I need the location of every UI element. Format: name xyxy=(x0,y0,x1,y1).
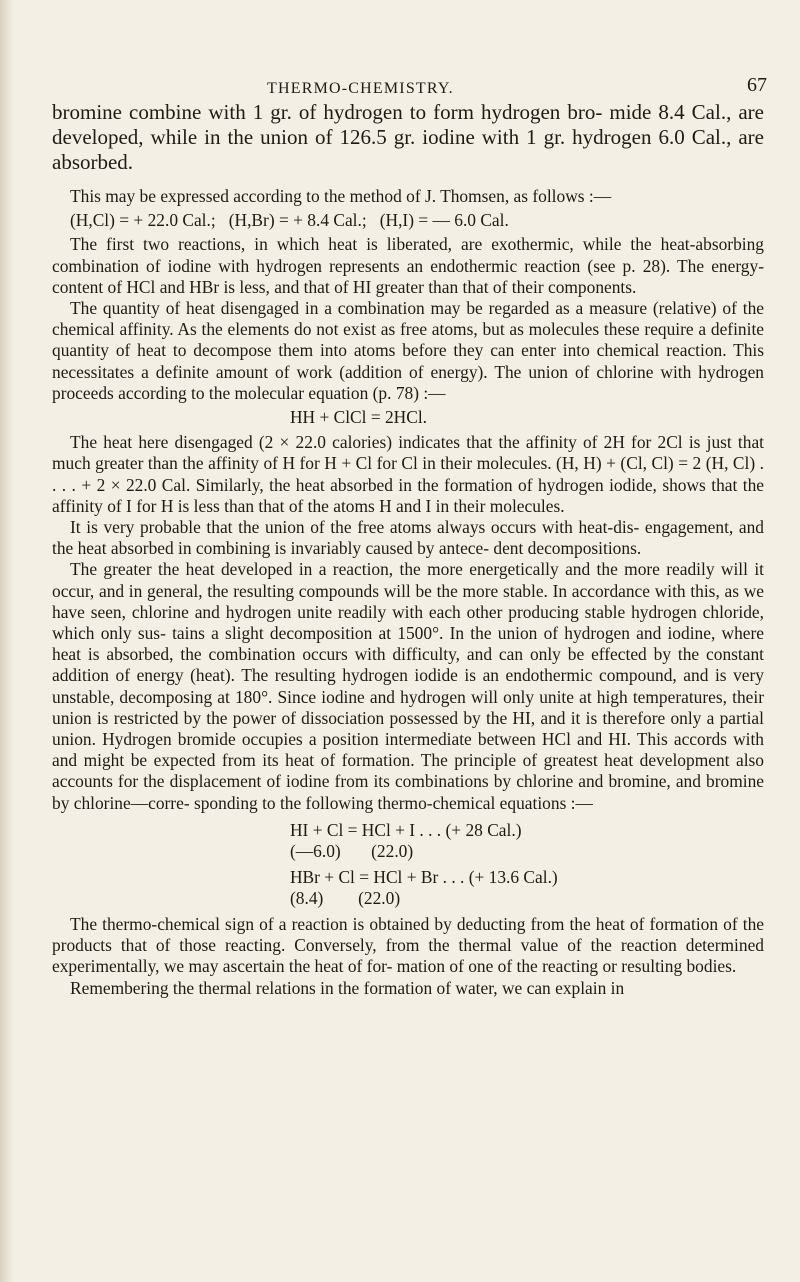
paragraph-thomsen: This may be expressed according to the method of J. Thomsen, as follows :— xyxy=(70,186,612,206)
paragraph-heat-disengaged: The heat here disengaged (2 × 22.0 calories) indicates that the affinity of 2H for 2Cl is just that much greater than the affinity of H for H + Cl for Cl in their molecules. (H, H) + (Cl, Cl) = 2 (H, Cl) . . . . + 2 × 22.0 Cal. Similarly, the heat absorbed in the formation of hydrogen iodide, shows that the affinity of I for H is less than that of the atoms H and I in their molecules. xyxy=(52,432,764,516)
paragraph-thermo-sign: The thermo-chemical sign of a reaction is obtained by deducting from the heat of formation of the products that of those reacting. Conversely, from the thermal value of the reaction determined experimentally, we may ascertain the heat of for- mation of one of the reacting or resulting bodies. xyxy=(52,913,764,977)
paragraph-affinity: The quantity of heat disengaged in a combination may be regarded as a measure (relative) of the chemical affinity. As the elements do not exist as free atoms, but as molecules these require a definite quantity of heat to decompose them into atoms before they can enter into chemical reaction. This necessitates a definite amount of work (addition of energy). The union of chlorine with hydrogen proceeds according to the molecular equation (p. 78) :— xyxy=(52,298,764,403)
running-title: THERMO-CHEMISTRY. xyxy=(267,80,454,97)
page-number: 67 xyxy=(747,74,767,96)
body-text xyxy=(52,186,764,999)
paragraph-exothermic: The first two reactions, in which heat is liberated, are exothermic, while the heat-absorbing combination of iodine with hydrogen represents an endothermic reaction (see p. 28). The energy-content of HCl and HBr is less, and that of HI greater than that of their components. xyxy=(52,234,764,297)
running-head xyxy=(52,0,767,100)
book-gutter xyxy=(0,0,14,1282)
equation-heats-of-formation: (H,Cl) = + 22.0 Cal.; (H,Br) = + 8.4 Cal.; (H,I) = — 6.0 Cal. xyxy=(70,210,509,231)
paragraph-water: Remembering the thermal relations in the formation of water, we can explain in xyxy=(70,977,625,998)
book-page xyxy=(52,0,767,999)
equation-hi-cl: HI + Cl = HCl + I . . . (+ 28 Cal.) xyxy=(290,819,522,840)
equation-molecular: HH + ClCl = 2HCl. xyxy=(290,407,428,428)
equation-hbr-cl: HBr + Cl = HCl + Br . . . (+ 13.6 Cal.) xyxy=(290,866,558,887)
lead-paragraph: bromine combine with 1 gr. of hydrogen to form hydrogen bro- mide 8.4 Cal., are developed, while in the union of 126.5 gr. iodine with 1 gr. hydrogen 6.0 Cal., are absorbed. xyxy=(52,100,764,174)
paragraph-stability: The greater the heat developed in a reaction, the more energetically and the more readily will it occur, and in general, the resulting compounds will be the more stable. In accordance with this, as we have seen, chlorine and hydrogen unite readily with each other producing stable hydrogen chloride, which only sus- tains a slight decomposition at 1500°. In the union of hydrogen and iodine, where heat is absorbed, the combination occurs with difficulty, and can only be effected by the constant addition of energy (heat). The resulting hydrogen iodide is an endothermic compound, and is very unstable, decomposing at 180°. Since iodine and hydrogen will only unite at high temperatures, their union is restricted by the power of dissociation possessed by the HI, and it is therefore only a partial union. Hydrogen bromide occupies a position intermediate between HCl and HI. This accords with and might be expected from its heat of formation. The principle of greatest heat development also accounts for the displacement of iodine from its combinations by chlorine and bromine, and bromine by chlorine—corre- sponding to the following thermo-chemical equations :— xyxy=(52,559,764,813)
equation-hbr-cl-values: (8.4) (22.0) xyxy=(290,887,401,908)
equation-block-displacement xyxy=(290,819,764,908)
paragraph-free-atoms: It is very probable that the union of the free atoms always occurs with heat-dis- engagement, and the heat absorbed in combining is invariably caused by antece- dent decompositions. xyxy=(52,517,764,559)
equation-hi-cl-values: (—6.0) (22.0) xyxy=(290,840,414,861)
